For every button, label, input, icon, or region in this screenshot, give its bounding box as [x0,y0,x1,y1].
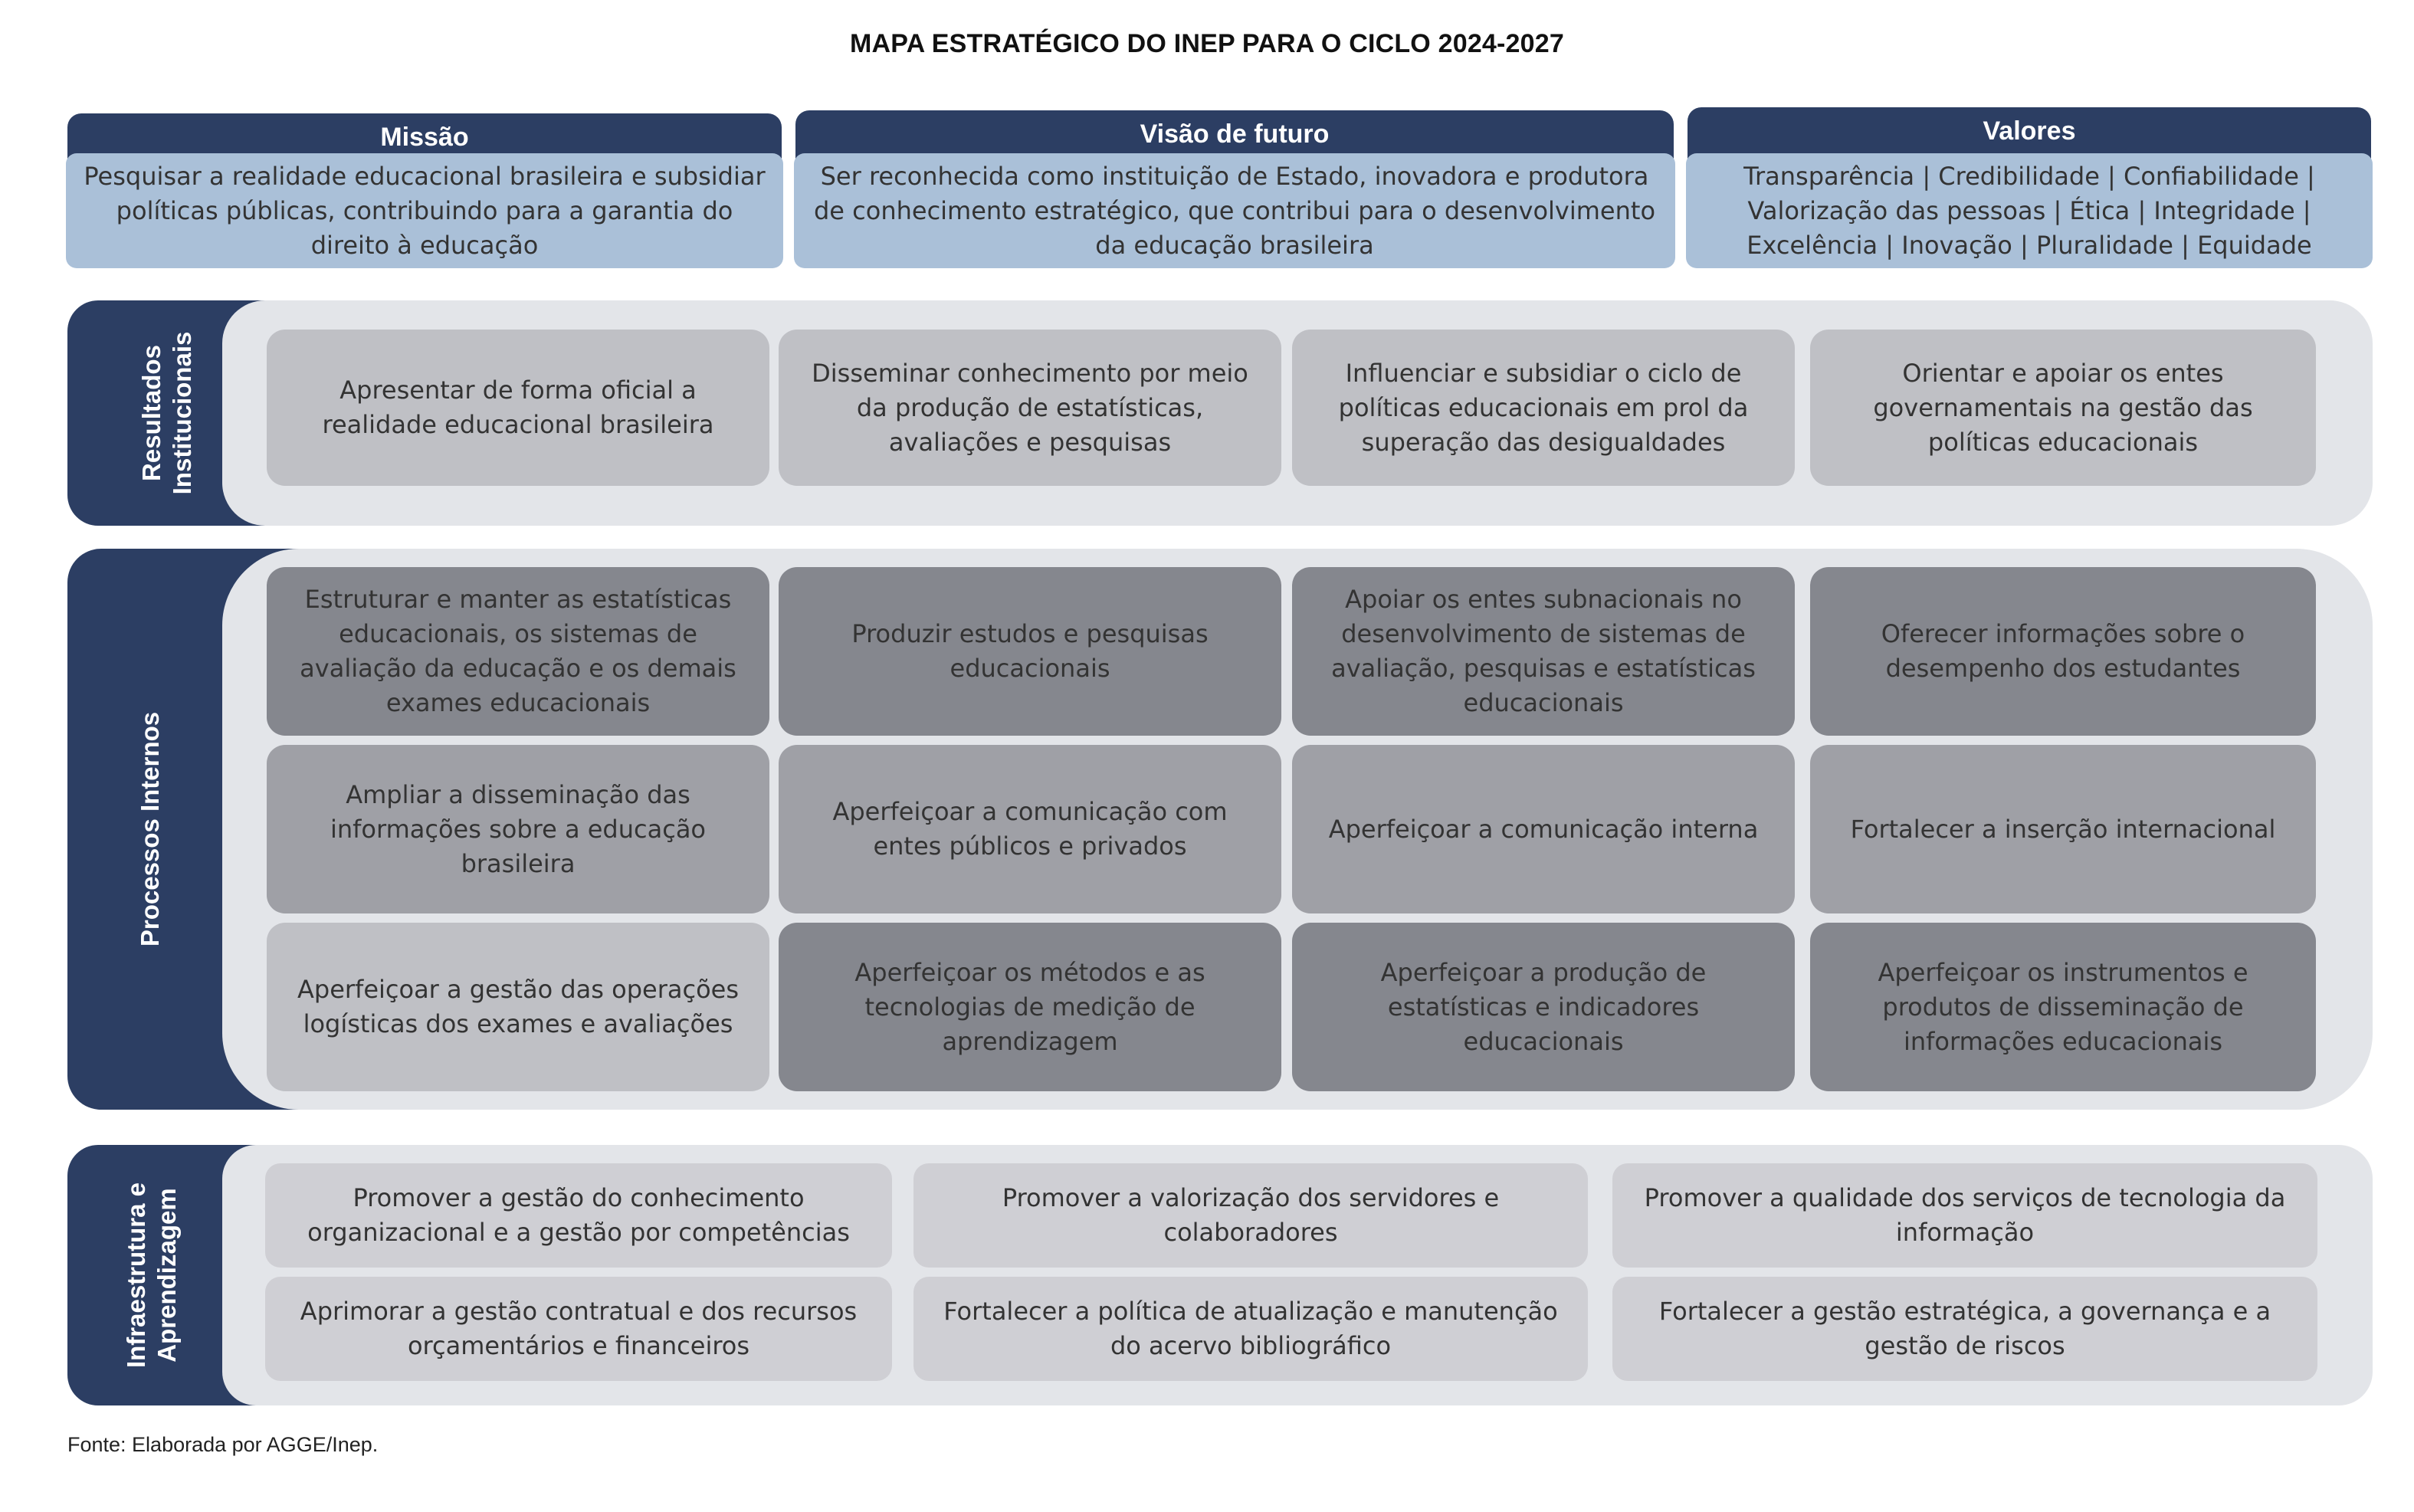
processo-box-12: Aperfeiçoar os instrumentos e produtos de disseminação de informações educacionais [1810,923,2316,1091]
processo-box-2: Produzir estudos e pesquisas educacionais [779,567,1281,736]
visao-header: Visão de futuro [795,110,1674,169]
resultado-box-1: Apresentar de forma oficial a realidade educacional brasileira [267,330,769,486]
infra-box-4: Aprimorar a gestão contratual e dos recursos orçamentários e financeiros [265,1277,892,1381]
infra-box-1: Promover a gestão do conhecimento organizacional e a gestão por competências [265,1163,892,1268]
processo-box-3: Apoiar os entes subnacionais no desenvolvimento de sistemas de avaliação, pesquisas e estatísticas educacionais [1292,567,1795,736]
valores-text: Transparência | Credibilidade | Confiabilidade | Valorização das pessoas | Ética | Integridade | Excelência | Inovação | Pluralidade | Equidade [1686,153,2373,268]
processos-label: Processos Internos [136,711,164,947]
visao-text: Ser reconhecida como instituição de Estado, inovadora e produtora de conhecimento estratégico, que contribui para o desenvolvimento da educação brasileira [794,153,1675,268]
processo-box-11: Aperfeiçoar a produção de estatísticas e indicadores educacionais [1292,923,1795,1091]
resultado-box-4: Orientar e apoiar os entes governamentais na gestão das políticas educacionais [1810,330,2316,486]
resultado-box-3: Influenciar e subsidiar o ciclo de políticas educacionais em prol da superação das desigualdades [1292,330,1795,486]
source-note: Fonte: Elaborada por AGGE/Inep. [67,1433,379,1456]
infra-box-5: Fortalecer a política de atualização e manutenção do acervo bibliográfico [913,1277,1588,1381]
infra-box-3: Promover a qualidade dos serviços de tecnologia da informação [1612,1163,2317,1268]
processo-box-7: Aperfeiçoar a comunicação interna [1292,745,1795,913]
processo-box-9: Aperfeiçoar a gestão das operações logísticas dos exames e avaliações [267,923,769,1091]
processo-box-10: Aperfeiçoar os métodos e as tecnologias de medição de aprendizagem [779,923,1281,1091]
processo-box-5: Ampliar a disseminação das informações sobre a educação brasileira [267,745,769,913]
missao-text: Pesquisar a realidade educacional brasileira e subsidiar políticas públicas, contribuindo para a garantia do direito à educação [66,153,783,268]
infraestrutura-label: Infraestrutura e Aprendizagem [122,1182,181,1369]
resultados-label: Resultados Institucionais [137,331,196,495]
processo-box-8: Fortalecer a inserção internacional [1810,745,2316,913]
processo-box-6: Aperfeiçoar a comunicação com entes públicos e privados [779,745,1281,913]
valores-header: Valores [1688,107,2371,169]
processo-box-4: Oferecer informações sobre o desempenho dos estudantes [1810,567,2316,736]
page-title: MAPA ESTRATÉGICO DO INEP PARA O CICLO 2024-2027 [850,29,1564,58]
resultado-box-2: Disseminar conhecimento por meio da produção de estatísticas, avaliações e pesquisas [779,330,1281,486]
infra-box-6: Fortalecer a gestão estratégica, a governança e a gestão de riscos [1612,1277,2317,1381]
infra-box-2: Promover a valorização dos servidores e colaboradores [913,1163,1588,1268]
processo-box-1: Estruturar e manter as estatísticas educacionais, os sistemas de avaliação da educação e os demais exames educacionais [267,567,769,736]
missao-header: Missão [67,113,782,169]
